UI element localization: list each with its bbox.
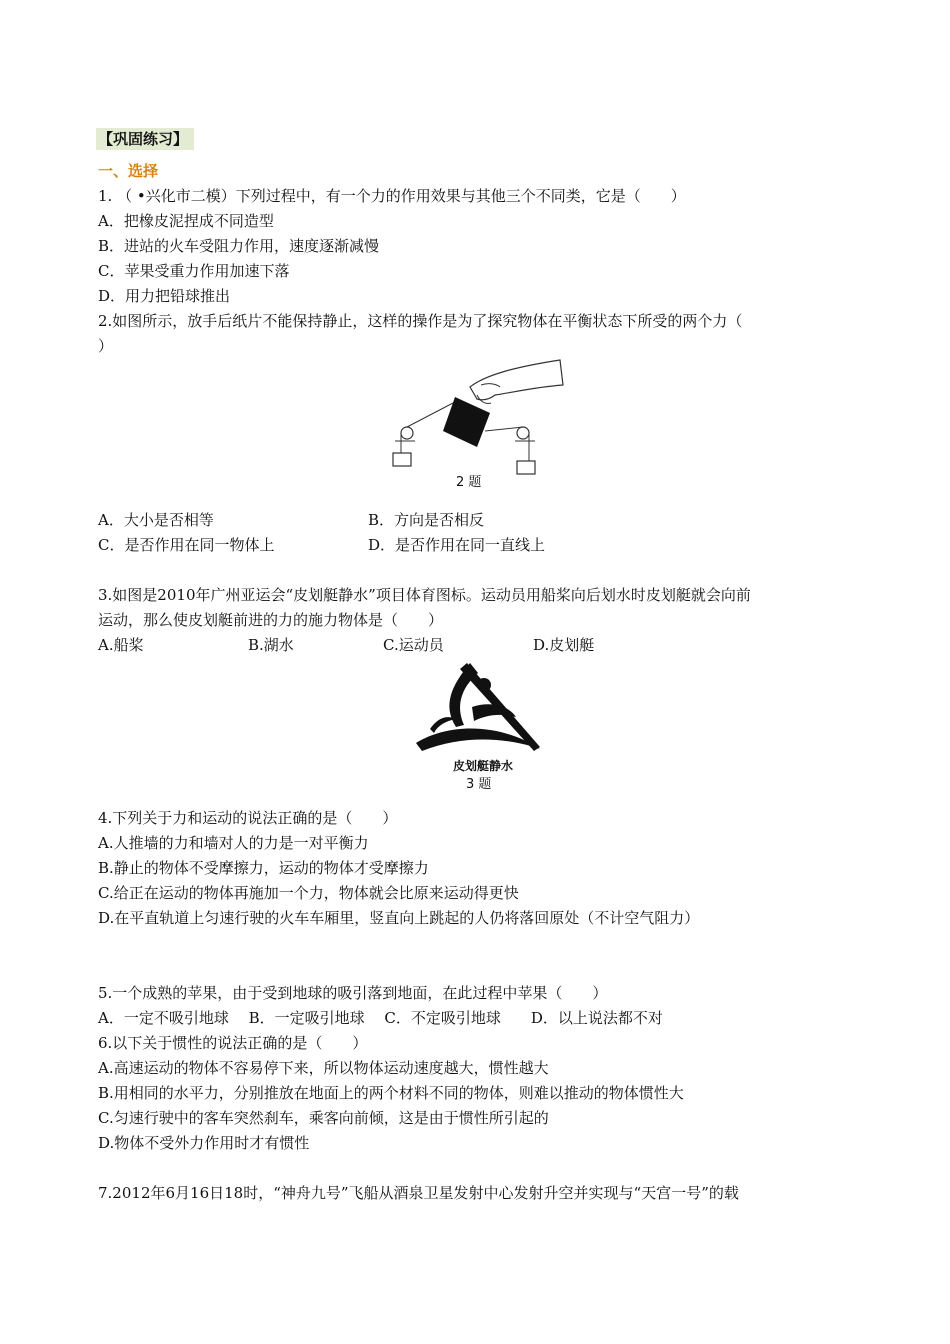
- section-subheader: 一、选择: [98, 162, 159, 180]
- q6-stem: 6.以下关于惯性的说法正确的是（ ）: [98, 1034, 368, 1052]
- q2-stem-line2: ）: [98, 337, 114, 355]
- q4-option-d: D.在平直轨道上匀速行驶的火车车厢里，竖直向上跳起的人仍将落回原处（不计空气阻力）: [98, 909, 700, 927]
- q2-figure: [385, 355, 570, 475]
- q2-option-d: D．是否作用在同一直线上: [368, 536, 546, 554]
- q3-stem-line2: 运动，那么使皮划艇前进的力的施力物体是（ ）: [98, 611, 444, 629]
- q1-option-b: B．进站的火车受阻力作用，速度逐渐减慢: [98, 237, 380, 255]
- q4-option-b: B.静止的物体不受摩擦力，运动的物体才受摩擦力: [98, 859, 429, 877]
- q4-option-c: C.给正在运动的物体再施加一个力，物体就会比原来运动得更快: [98, 884, 519, 902]
- q2-stem-line1: 2.如图所示，放手后纸片不能保持静止，这样的操作是为了探究物体在平衡状态下所受的两个力（: [98, 312, 743, 330]
- q3-option-b: B.湖水: [248, 636, 294, 654]
- q4-stem: 4.下列关于力和运动的说法正确的是（ ）: [98, 809, 398, 827]
- q2-option-b: B．方向是否相反: [368, 511, 485, 529]
- q3-figure-caption: 3 题: [466, 777, 492, 792]
- q5-options: A．一定不吸引地球 B．一定吸引地球 C．不定吸引地球 D．以上说法都不对: [98, 1009, 663, 1027]
- q3-stem-line1: 3.如图是2010年广州亚运会“皮划艇静水”项目体育图标。运动员用船桨向后划水时皮划艇就会向前: [98, 586, 751, 604]
- canoe-sprint-pictogram: [412, 655, 544, 757]
- q3-option-c: C.运动员: [383, 636, 444, 654]
- section-header: 【巩固练习】: [96, 128, 194, 150]
- q1-option-d: D．用力把铅球推出: [98, 287, 231, 305]
- q2-option-a: A．大小是否相等: [98, 511, 214, 529]
- q6-option-a: A.高速运动的物体不容易停下来，所以物体运动速度越大，惯性越大: [98, 1059, 549, 1077]
- q3-option-a: A.船桨: [98, 636, 144, 654]
- pictogram-label: 皮划艇静水: [453, 759, 514, 773]
- q3-option-d: D.皮划艇: [533, 636, 595, 654]
- q1-stem: 1. （ •兴化市二模）下列过程中，有一个力的作用效果与其他三个不同类，它是（ ）: [98, 187, 686, 205]
- q6-option-d: D.物体不受外力作用时才有惯性: [98, 1134, 310, 1152]
- q1-option-a: A．把橡皮泥捏成不同造型: [98, 212, 274, 230]
- q7-stem: 7.2012年6月16日18时，“神舟九号”飞船从酒泉卫星发射中心发射升空并实现与“天宫一号”的载: [98, 1184, 739, 1202]
- q6-option-c: C.匀速行驶中的客车突然刹车，乘客向前倾，这是由于惯性所引起的: [98, 1109, 549, 1127]
- q2-figure-caption: 2 题: [456, 475, 482, 490]
- q5-stem: 5.一个成熟的苹果，由于受到地球的吸引落到地面，在此过程中苹果（ ）: [98, 984, 608, 1002]
- q6-option-b: B.用相同的水平力，分别推放在地面上的两个材料不同的物体，则难以推动的物体惯性大: [98, 1084, 684, 1102]
- q2-option-c: C．是否作用在同一物体上: [98, 536, 275, 554]
- q4-option-a: A.人推墙的力和墙对人的力是一对平衡力: [98, 834, 369, 852]
- q1-option-c: C．苹果受重力作用加速下落: [98, 262, 290, 280]
